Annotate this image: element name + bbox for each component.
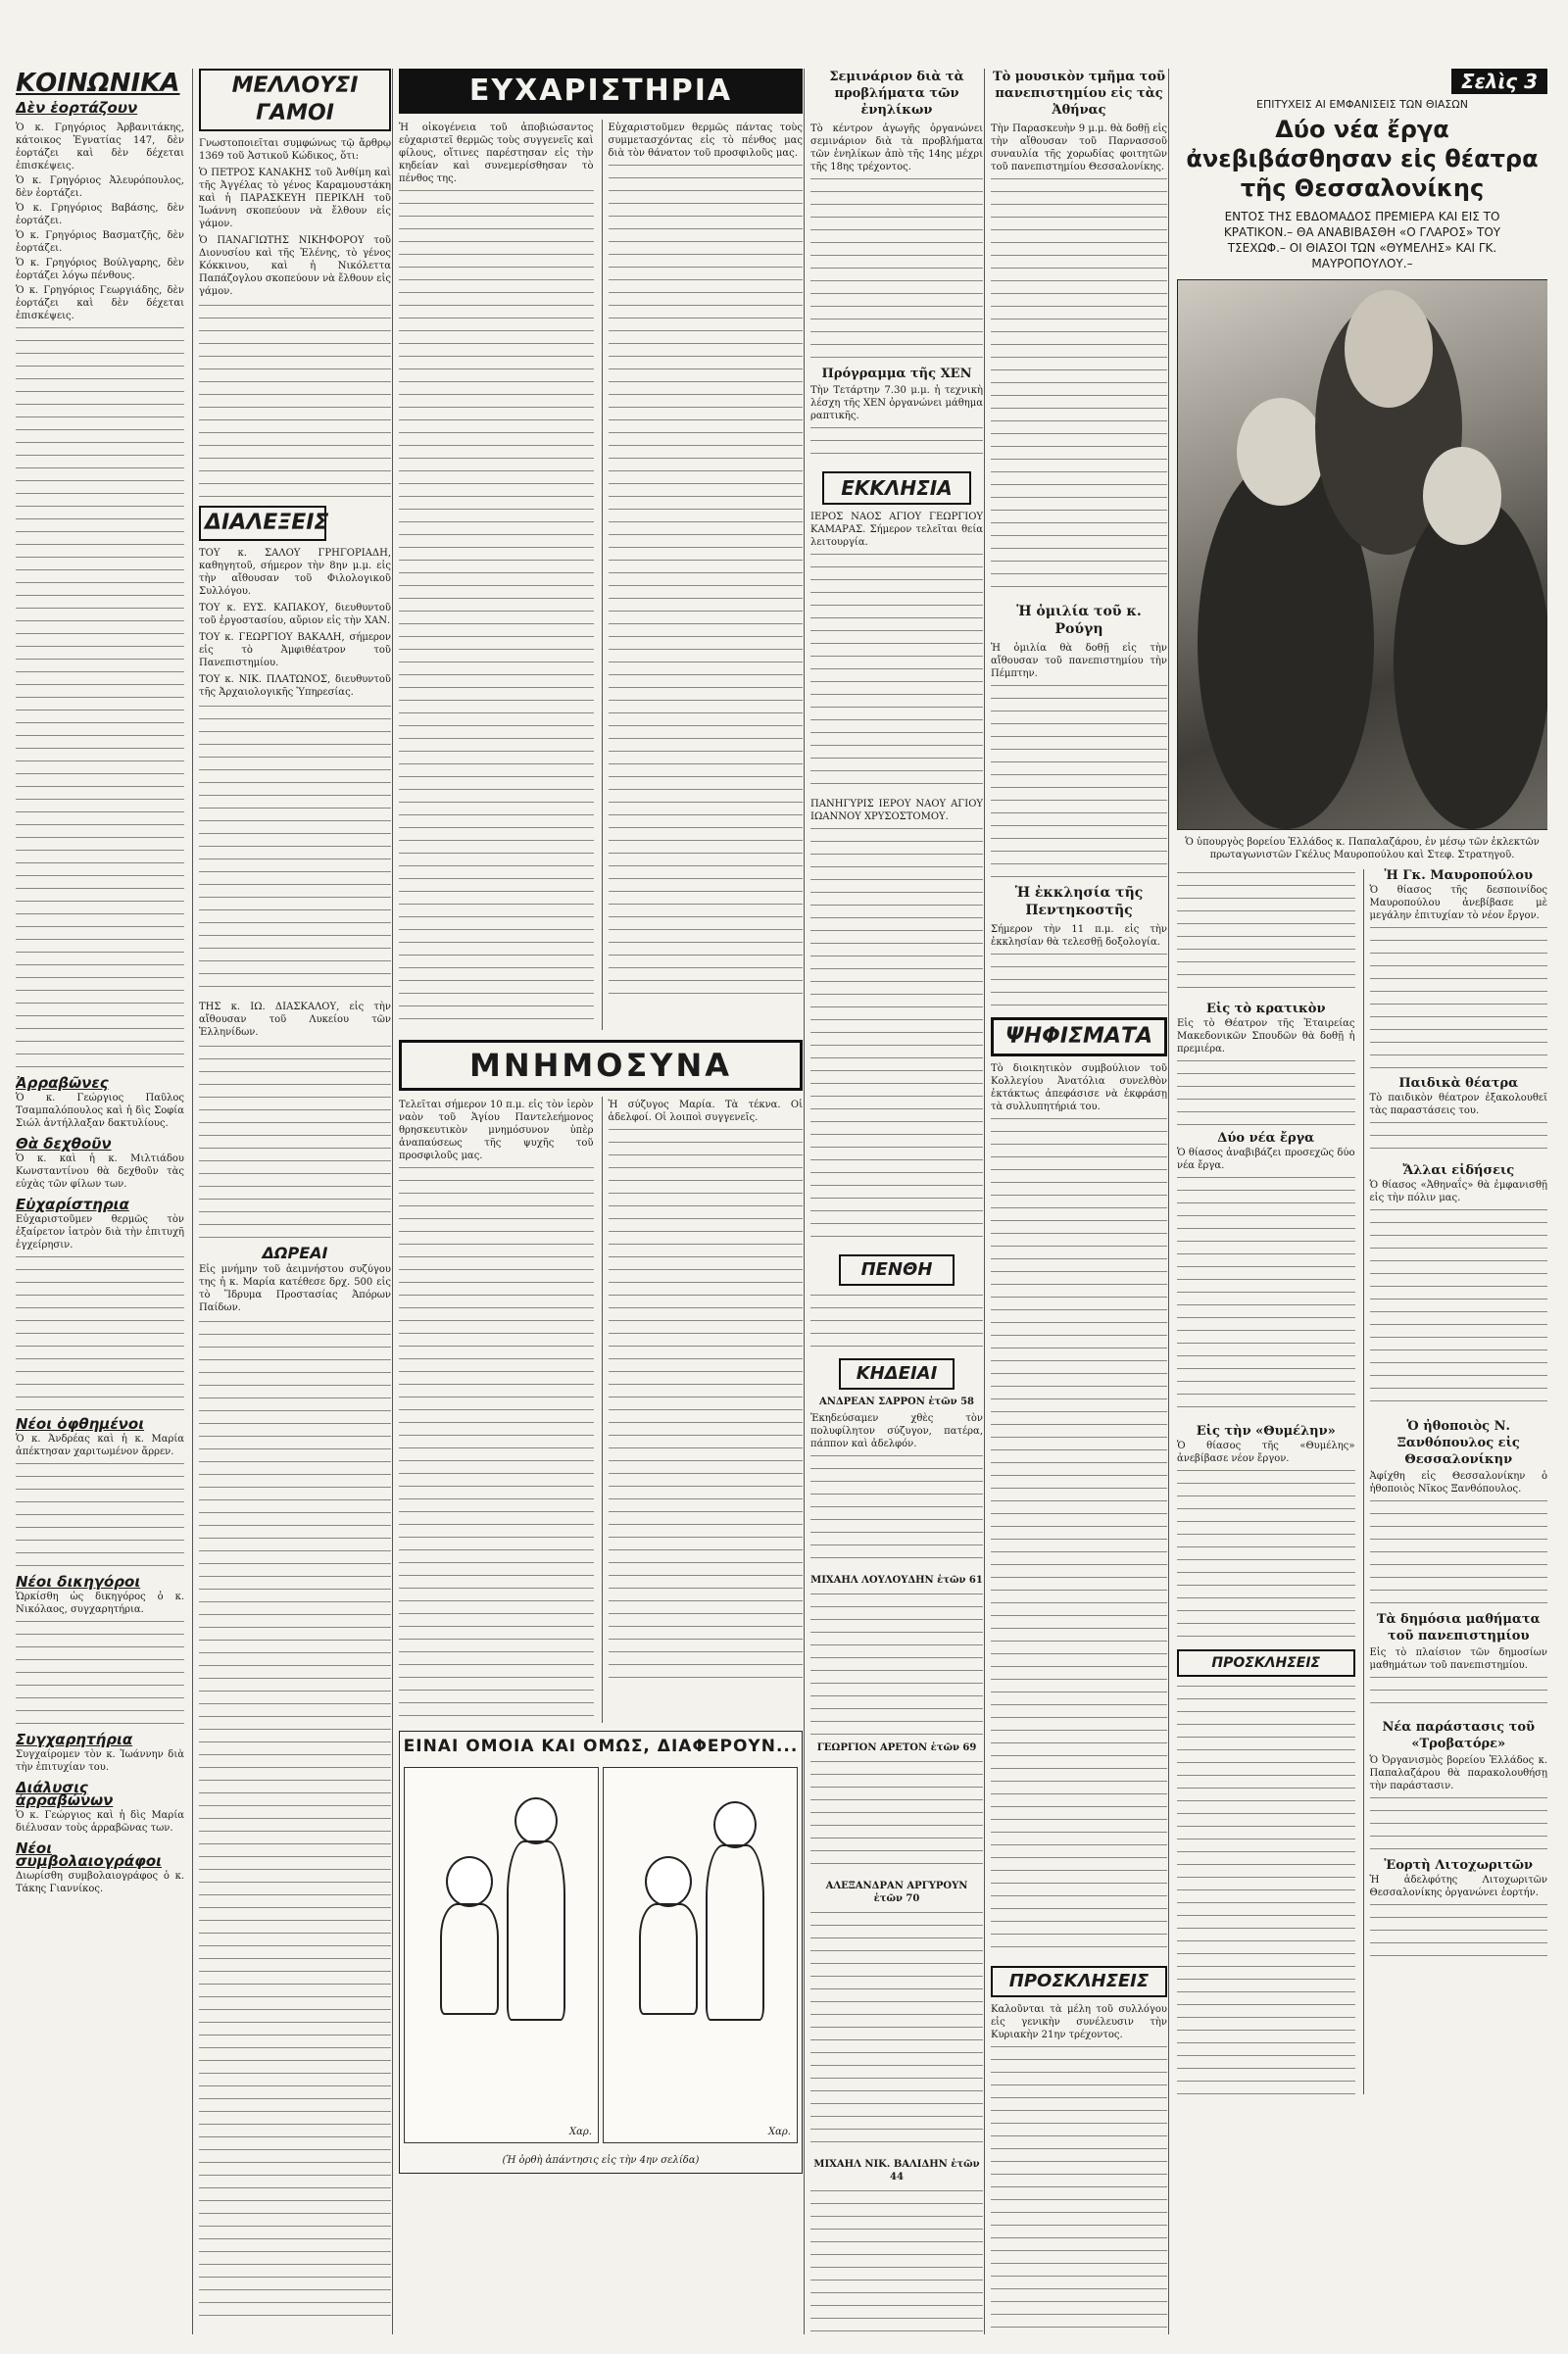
theatre-subhead: Τὰ δημόσια μαθήματα τοῦ πανεπιστημίου	[1376, 1612, 1541, 1643]
resolutions-body-text	[991, 1115, 1167, 1958]
column-church	[804, 69, 989, 2334]
theatre-photo	[1177, 279, 1547, 830]
funeral-text: Ἐκηδεύσαμεν χθὲς τὸν πολυφίλητον σύζυγον, πατέρα, πάππον καὶ ἀδελφόν.	[810, 1413, 983, 1449]
social-line: Ὁ κ. Γρηγόριος Ἀλευρόπουλος, δὲν ἑορτάζει.	[16, 175, 184, 199]
cartoon-title: ΕΙΝΑΙ ΟΜΟΙΑ ΚΑΙ ΟΜΩΣ, ΔΙΑΦΕΡΟΥΝ...	[403, 1737, 799, 1756]
funeral-body-text	[810, 1909, 983, 2154]
theatre-subhead: Νέα παράστασις τοῦ «Τροβατόρε»	[1382, 1720, 1536, 1751]
thanks-body-text	[399, 187, 594, 1030]
funeral-name: ΑΝΔΡΕΑΝ ΣΑΡΡΟΝ ἐτῶν 58	[818, 1397, 975, 1407]
social-section-text: Ὁ κ. καὶ ἡ κ. Μιλτιάδου Κωνσταντίνου θὰ δεχθοῦν τὰς εὐχὰς τῶν φίλων των.	[16, 1153, 184, 1190]
theatre-text: Ἀφίχθη εἰς Θεσσαλονίκην ὁ ἠθοποιὸς Νῖκος Ξανθόπουλος.	[1369, 1471, 1547, 1495]
funeral-name: ΑΛΕΞΑΝΔΡΑΝ ΑΡΓΥΡΟΥΝ ἐτῶν 70	[825, 1881, 968, 1904]
cartoon-signature: Χαρ.	[767, 2127, 791, 2137]
weddings-lead: Γνωστοποιεῖται συμφώνως τῷ ἄρθρῳ 1369 τοῦ Ἀστικοῦ Κώδικος, ὅτι:	[199, 138, 391, 162]
church-body-text	[810, 551, 983, 796]
theatre-body-text	[1370, 1794, 1548, 1853]
theatre-body-text	[1177, 1467, 1355, 1643]
church-text: ΠΑΝΗΓΥΡΙΣ ΙΕΡΟΥ ΝΑΟΥ ΑΓΙΟΥ ΙΩΑΝΝΟΥ ΧΡΥΣΟΣΤΟΜΟΥ.	[810, 799, 983, 822]
theatre-subhead: Δύο νέα ἔργα	[1217, 1131, 1315, 1146]
funeral-body-text	[810, 2187, 983, 2334]
funeral-body-text	[810, 1591, 983, 1738]
lectures-text: ΤΟΥ κ. ΣΑΛΟΥ ΓΡΗΓΟΡΙΑΔΗ, καθηγητοῦ, σήμερον τὴν 8ην μ.μ. εἰς τὴν αἴθουσαν τοῦ Φιλολογικοῦ Συλλόγου.	[199, 548, 391, 597]
speech-body-text	[991, 682, 1167, 878]
theatre-kicker: ΕΠΙΤΥΧΕΙΣ ΑΙ ΕΜΦΑΝΙΣΕΙΣ ΤΩΝ ΘΙΑΣΩΝ	[1256, 98, 1468, 111]
seminar-title: Σεμινάριον διὰ τὰ προβλήματα τῶν ἐνηλίκων	[829, 70, 964, 118]
theatre-body	[1177, 869, 1547, 2094]
memorials-text: Ἡ σύζυγος Μαρία. Τὰ τέκνα. Οἱ ἀδελφοί. Οἱ λοιποὶ συγγενεῖς.	[608, 1100, 803, 1123]
theatre-body-text	[1370, 1497, 1548, 1605]
social-section-text: Ὁ κ. Ἀνδρέας καὶ ἡ κ. Μαρία ἀπέκτησαν χαριτωμένον ἄρρεν.	[16, 1434, 184, 1457]
social-section-head: Διάλυσις ἀρραβώνων	[16, 1779, 114, 1809]
program-text: Τὴν Τετάρτην 7.30 μ.μ. ἡ τεχνικὴ λέσχη τῆς ΧΕΝ ὀργανώνει μάθημα ραπτικῆς.	[810, 385, 983, 421]
seminar-body-text	[810, 175, 983, 362]
theatre-subhead: Ἡ Γκ. Μαυροπούλου	[1384, 868, 1534, 883]
invitations-box: ΠΡΟΣΚΛΗΣΕΙΣ	[1177, 1649, 1355, 1677]
church-body-text	[810, 825, 983, 1247]
donations-body-text	[199, 1318, 391, 2318]
theatre-subhead: Εἰς τὸ κρατικὸν	[1206, 1002, 1326, 1016]
thanks-text: Ἡ οἰκογένεια τοῦ ἀποβιώσαντος εὐχαριστεῖ θερμῶς τοὺς συγγενεῖς καὶ φίλους, οἵτινες παρέστησαν εἰς τὴν κηδείαν καὶ συνεμερίσθησαν τὸ πένθος της.	[399, 123, 594, 184]
weddings-text: Ὁ ΠΑΝΑΓΙΩΤΗΣ ΝΙΚΗΦΟΡΟΥ τοῦ Διονυσίου καὶ τῆς Ἑλένης, τὸ γένος Κόκκινου, καὶ ἡ Νικόλεττα Παπάζογλου σκοπεύουν νὰ ἔλθουν εἰς γάμον.	[199, 235, 391, 297]
lectures-title: ΔΙΑΛΕΞΕΙΣ	[199, 506, 326, 541]
social-line: Ὁ κ. Γρηγόριος Ἀρβανιτάκης, κάτοικος Ἐγνατίας 147, δὲν ἑορτάζει καὶ δὲν δέχεται ἐπισκέψεις.	[16, 123, 184, 172]
theatre-text: Ὁ θίασος «Ἀθηναΐς» θὰ ἐμφανισθῇ εἰς τὴν πόλιν μας.	[1369, 1180, 1547, 1203]
social-section-text: Εὐχαριστοῦμεν θερμῶς τὸν ἐξαίρετον ἰατρὸν διὰ τὴν ἐπιτυχῆ ἐγχείρησιν.	[16, 1214, 184, 1251]
social-body-text	[16, 1253, 184, 1410]
funeral-name: ΜΙΧΑΗΛ ΝΙΚ. ΒΑΛΙΔΗΝ ἐτῶν 44	[813, 2159, 980, 2182]
social-line: Ὁ κ. Γρηγόριος Βαβάσης, δὲν ἑορτάζει.	[16, 203, 184, 226]
donations-title: ΔΩΡΕΑΙ	[262, 1244, 328, 1262]
funeral-body-text	[810, 1452, 983, 1570]
theatre-body-text	[1177, 1683, 1355, 2094]
weddings-title: ΜΕΛΛΟΥΣΙ ΓΑΜΟΙ	[199, 69, 391, 131]
column-weddings	[192, 69, 397, 2334]
lectures-text: ΤΗΣ κ. ΙΩ. ΔΙΑΣΚΑΛΟΥ, εἰς τὴν αἴθουσαν τοῦ Λυκείου τῶν Ἑλληνίδων.	[199, 1002, 391, 1038]
lectures-text: ΤΟΥ κ. ΕΥΣ. ΚΑΠΑΚΟΥ, διευθυντοῦ τοῦ ἐργοστασίου, αὔριον εἰς τὴν ΧΑΝ.	[199, 603, 391, 626]
program-title: Πρόγραμμα τῆς ΧΕΝ	[821, 367, 972, 381]
theatre-subhead: Παιδικὰ θέατρα	[1398, 1076, 1519, 1091]
photo-face	[1237, 398, 1325, 506]
thanks-body-text	[609, 162, 804, 1005]
cartoon-caption: (Ἡ ὀρθὴ ἀπάντησις εἰς τὴν 4ην σελίδα)	[502, 2155, 700, 2166]
cartoon-figure-head	[446, 1856, 493, 1907]
social-section-head: Ἀρραβῶνες	[16, 1074, 109, 1092]
theatre-text: Ὁ θίασος τῆς «Θυμέλης» ἀνεβίβασε νέον ἔργον.	[1177, 1441, 1355, 1464]
theatre-body-text	[1370, 924, 1548, 1071]
funeral-name: ΓΕΩΡΓΙΟΝ ΑΡΕΤΟΝ ἐτῶν 69	[816, 1742, 977, 1753]
cartoon-panel-left	[404, 1767, 599, 2143]
music-text: Τὴν Παρασκευὴν 9 μ.μ. θὰ δοθῇ εἰς τὴν αἴθουσαν τοῦ Παρνασσοῦ συναυλία τῆς χορωδίας φοιτητῶν τοῦ πανεπιστημίου Θεσσαλονίκης.	[991, 123, 1167, 172]
social-section-text: Ὁ κ. Γεώργιος Παῦλος Τσαμπαλόπουλος καὶ ἡ δὶς Σοφία Σιώλ ἀντήλλαξαν δακτυλίους.	[16, 1093, 184, 1129]
column-theatre	[1168, 69, 1547, 2334]
program-body-text	[810, 424, 983, 464]
theatre-text: Ἡ ἀδελφότης Λιτοχωριτῶν Θεσσαλονίκης ὀργανώνει ἑορτήν.	[1369, 1875, 1547, 1898]
cartoon-signature: Χαρ.	[568, 2127, 592, 2137]
theatre-body-text	[1177, 1057, 1355, 1126]
mourning-body-text	[810, 1292, 983, 1350]
memorials-body-text	[399, 1164, 594, 1723]
pentecost-title: Ἡ ἐκκλησία τῆς Πεντηκοστῆς	[1014, 885, 1144, 918]
resolutions-title: ΨΗΦΙΣΜΑΤΑ	[991, 1017, 1167, 1056]
column-thanks	[392, 69, 808, 2334]
weddings-text: Ὁ ΠΕΤΡΟΣ ΚΑΝΑΚΗΣ τοῦ Ἀνθίμη καὶ τῆς Ἀγγέλας τὸ γένος Καραμουστάκη καὶ ἡ ΠΑΡΑΣΚΕΥΗ ΠΕΡΙΚΛΗ τοῦ Ἰωάννη σκοπεύουν νὰ ἔλθουν εἰς γάμον.	[199, 168, 391, 229]
weddings-body-text	[199, 302, 391, 498]
cartoon-figure-body	[639, 1903, 698, 2015]
cartoon-figure-body	[507, 1840, 565, 2021]
cartoon-panel-right	[603, 1767, 798, 2143]
social-section-text: Ὡρκίσθη ὡς δικηγόρος ὁ κ. Νικόλαος, συγχαρητήρια.	[16, 1592, 184, 1615]
memorials-body	[399, 1097, 803, 1723]
lectures-body-text	[199, 1043, 391, 1239]
photo-face	[1345, 290, 1433, 408]
cartoon-figure-body	[706, 1844, 764, 2021]
social-body-text	[16, 1460, 184, 1568]
invitations-text: Καλοῦνται τὰ μέλη τοῦ συλλόγου εἰς γενικὴν συνέλευσιν τὴν Κυριακὴν 21ην τρέχοντος.	[991, 2004, 1167, 2040]
memorials-text: Τελεῖται σήμερον 10 π.μ. εἰς τὸν ἱερὸν ναὸν τοῦ Ἁγίου Παντελεήμονος θρησκευτικὸν μνημόσυνον ὑπὲρ ἀναπαύσεως τῆς ψυχῆς τοῦ προσφιλοῦς μας.	[399, 1100, 594, 1161]
resolutions-text: Τὸ διοικητικὸν συμβούλιον τοῦ Κολλεγίου Ἀνατόλια συνελθὸν ἐκτάκτως ἀπεφάσισε νὰ ἐκφράσῃ τὰ συλλυπητήριά του.	[991, 1063, 1167, 1112]
social-section-head: Συγχαρητήρια	[16, 1731, 133, 1748]
social-line: Ὁ κ. Γρηγόριος Βασματζῆς, δὲν ἑορτάζει.	[16, 230, 184, 254]
theatre-text: Ὁ Ὀργανισμὸς βορείου Ἑλλάδος κ. Παπαλαζάρου θὰ παρακολουθήσῃ τὴν παράστασιν.	[1369, 1755, 1547, 1791]
theatre-text: Ὁ θίασος ἀναβιβάζει προσεχῶς δύο νέα ἔργα.	[1177, 1148, 1355, 1171]
theatre-body-text	[1177, 869, 1355, 997]
pentecost-body-text	[991, 951, 1167, 1009]
social-section-head: Εὐχαρίστηρια	[16, 1196, 129, 1213]
thanks-text: Εὐχαριστοῦμεν θερμῶς πάντας τοὺς συμμετασχόντας εἰς τὸ πένθος μας διὰ τὸν θάνατον τοῦ προσφιλοῦς μας.	[608, 123, 803, 159]
donations-text: Εἰς μνήμην τοῦ ἀειμνήστου συζύγου της ἡ κ. Μαρία κατέθεσε δρχ. 500 εἰς τὸ Ἵδρυμα Προστασίας Ἀπόρων Παίδων.	[199, 1264, 391, 1313]
social-section-text: Συγχαίρομεν τὸν κ. Ἰωάννην διὰ τὴν ἐπιτυχίαν του.	[16, 1749, 184, 1773]
theatre-body-text	[1370, 1674, 1548, 1713]
funerals-title: ΚΗΔΕΙΑΙ	[839, 1358, 955, 1390]
seminar-text: Τὸ κέντρον ἀγωγῆς ὀργανώνει σεμινάριον διὰ τὰ προβλήματα τῶν ἐνηλίκων ἀπὸ τῆς 14ης μέχρι τῆς 18ης τρέχοντος.	[810, 123, 983, 172]
speech-title: Ἡ ὁμιλία τοῦ κ. Ρούγη	[1016, 604, 1142, 637]
column-social	[16, 69, 190, 2334]
social-body-text	[16, 324, 184, 1069]
social-title: ΚΟΙΝΩΝΙΚΑ	[16, 69, 180, 98]
lectures-text: ΤΟΥ κ. ΝΙΚ. ΠΛΑΤΩΝΟΣ, διευθυντοῦ τῆς Ἀρχαιολογικῆς Ὑπηρεσίας.	[199, 674, 391, 698]
memorials-title: ΜΝΗΜΟΣΥΝΑ	[399, 1040, 803, 1091]
speech-text: Ἡ ὁμιλία θὰ δοθῇ εἰς τὴν αἴθουσαν τοῦ πανεπιστημίου τὴν Πέμπτην.	[991, 643, 1167, 679]
social-body-text	[16, 1618, 184, 1726]
social-section-text: Διωρίσθη συμβολαιογράφος ὁ κ. Τάκης Γιαννίκος.	[16, 1871, 184, 1894]
invitations-body-text	[991, 2043, 1167, 2334]
lectures-body-text	[199, 703, 391, 997]
church-text: ΙΕΡΟΣ ΝΑΟΣ ΑΓΙΟΥ ΓΕΩΡΓΙΟΥ ΚΑΜΑΡΑΣ. Σήμερον τελεῖται θεία λειτουργία.	[810, 512, 983, 548]
social-section-head: Θὰ δεχθοῦν	[16, 1135, 112, 1152]
theatre-subhead: Ἄλλαι εἰδήσεις	[1402, 1163, 1515, 1178]
theatre-body-text	[1370, 1206, 1548, 1412]
spot-the-difference-cartoon	[399, 1731, 803, 2174]
music-title: Τὸ μουσικὸν τμῆμα τοῦ πανεπιστημίου εἰς τὰς Ἀθήνας	[992, 70, 1166, 118]
mourning-title: ΠΕΝΘΗ	[839, 1254, 955, 1286]
church-title: ΕΚΚΛΗΣΙΑ	[822, 471, 972, 505]
page-tag: Σελὶς 3	[1451, 69, 1547, 94]
photo-caption: Ὁ ὑπουργὸς βορείου Ἑλλάδος κ. Παπαλαζάρου, ἐν μέσῳ τῶν ἐκλεκτῶν πρωταγωνιστῶν Γκέλυς Μαυροπούλου καὶ Στεφ. Στρατηγοῦ.	[1185, 837, 1540, 860]
social-section-text: Ὁ κ. Γεώργιος καὶ ἡ δὶς Μαρία διέλυσαν τοὺς ἀρραβῶνας των.	[16, 1810, 184, 1834]
pentecost-text: Σήμερον τὴν 11 π.μ. εἰς τὴν ἐκκλησίαν θὰ τελεσθῇ δοξολογία.	[991, 924, 1167, 948]
social-section-head: Νέοι ὀφθημένοι	[16, 1415, 145, 1433]
photo-figure	[1394, 496, 1547, 829]
cartoon-figure-body	[440, 1903, 499, 2015]
theatre-body-text	[1177, 1174, 1355, 1419]
social-line: Ὁ κ. Γρηγόριος Βούλγαρης, δὲν ἑορτάζει λόγω πένθους.	[16, 258, 184, 281]
social-line: Ὁ κ. Γρηγόριος Γεωργιάδης, δὲν ἑορτάζει καὶ δὲν δέχεται ἐπισκέψεις.	[16, 285, 184, 321]
theatre-subhead: Εἰς τὴν «Θυμέλην»	[1196, 1424, 1336, 1439]
memorials-body-text	[609, 1126, 804, 1685]
social-section-head: Νέοι δικηγόροι	[16, 1573, 141, 1591]
theatre-deck: ΕΝΤΟΣ ΤΗΣ ΕΒΔΟΜΑΔΟΣ ΠΡΕΜΙΕΡΑ ΚΑΙ ΕΙΣ ΤΟ ΚΡΑΤΙΚΟΝ.– ΘΑ ΑΝΑΒΙΒΑΣΘΗ «Ο ΓΛΑΡΟΣ» ΤΟΥ ΤΣΕΧΩΦ.– ΟΙ ΘΙΑΣΟΙ ΤΩΝ «ΘΥΜΕΛΗΣ» ΚΑΙ ΓΚ. ΜΑΥΡΟΠΟΥΛΟΥ.–	[1223, 210, 1501, 270]
cartoon-figure-head	[514, 1797, 558, 1844]
invitations-title: ΠΡΟΣΚΛΗΣΕΙΣ	[991, 1966, 1167, 1997]
theatre-body-text	[1370, 1901, 1548, 1960]
social-subtitle: Δὲν ἑορτάζουν	[16, 99, 138, 117]
cartoon-figure-head	[645, 1856, 692, 1907]
theatre-headline: Δύο νέα ἔργα ἀνεβιβάσθησαν εἰς θέατρα τῆς Θεσσαλονίκης	[1186, 116, 1539, 202]
theatre-subhead: Ὁ ἠθοποιὸς Ν. Ξανθόπουλος εἰς Θεσσαλονίκην	[1396, 1419, 1520, 1467]
theatre-text: Ὁ θίασος τῆς δεσποινίδος Μαυροπούλου ἀνεβίβασε μὲ μεγάλην ἐπιτυχίαν τὸ νέον ἔργον.	[1369, 885, 1547, 921]
theatre-body-text	[1370, 1119, 1548, 1158]
theatre-subhead: Ἑορτὴ Λιτοχωριτῶν	[1384, 1858, 1534, 1873]
column-music	[984, 69, 1173, 2334]
funeral-body-text	[810, 1758, 983, 1876]
photo-face	[1423, 447, 1501, 545]
music-body-text	[991, 175, 1167, 597]
funeral-name: ΜΙΧΑΗΛ ΛΟΥΛΟΥΔΗΝ ἐτῶν 61	[810, 1575, 983, 1586]
thanks-body	[399, 120, 803, 1030]
theatre-text: Εἰς τὸ πλαίσιον τῶν δημοσίων μαθημάτων τοῦ πανεπιστημίου.	[1369, 1647, 1547, 1671]
thanks-title: ΕΥΧΑΡΙΣΤΗΡΙΑ	[399, 69, 803, 114]
theatre-text: Εἰς τὸ Θέατρον τῆς Ἑταιρείας Μακεδονικῶν Σπουδῶν θὰ δοθῇ ἡ πρεμιέρα.	[1177, 1018, 1355, 1054]
cartoon-figure-head	[713, 1801, 757, 1848]
theatre-text: Τὸ παιδικὸν θέατρον ἐξακολουθεῖ τὰς παραστάσεις του.	[1369, 1093, 1547, 1116]
social-section-head: Νέοι συμβολαιογράφοι	[16, 1839, 162, 1870]
lectures-text: ΤΟΥ κ. ΓΕΩΡΓΙΟΥ ΒΑΚΑΛΗ, σήμερον εἰς τὸ Ἀμφιθέατρον τοῦ Πανεπιστημίου.	[199, 632, 391, 668]
